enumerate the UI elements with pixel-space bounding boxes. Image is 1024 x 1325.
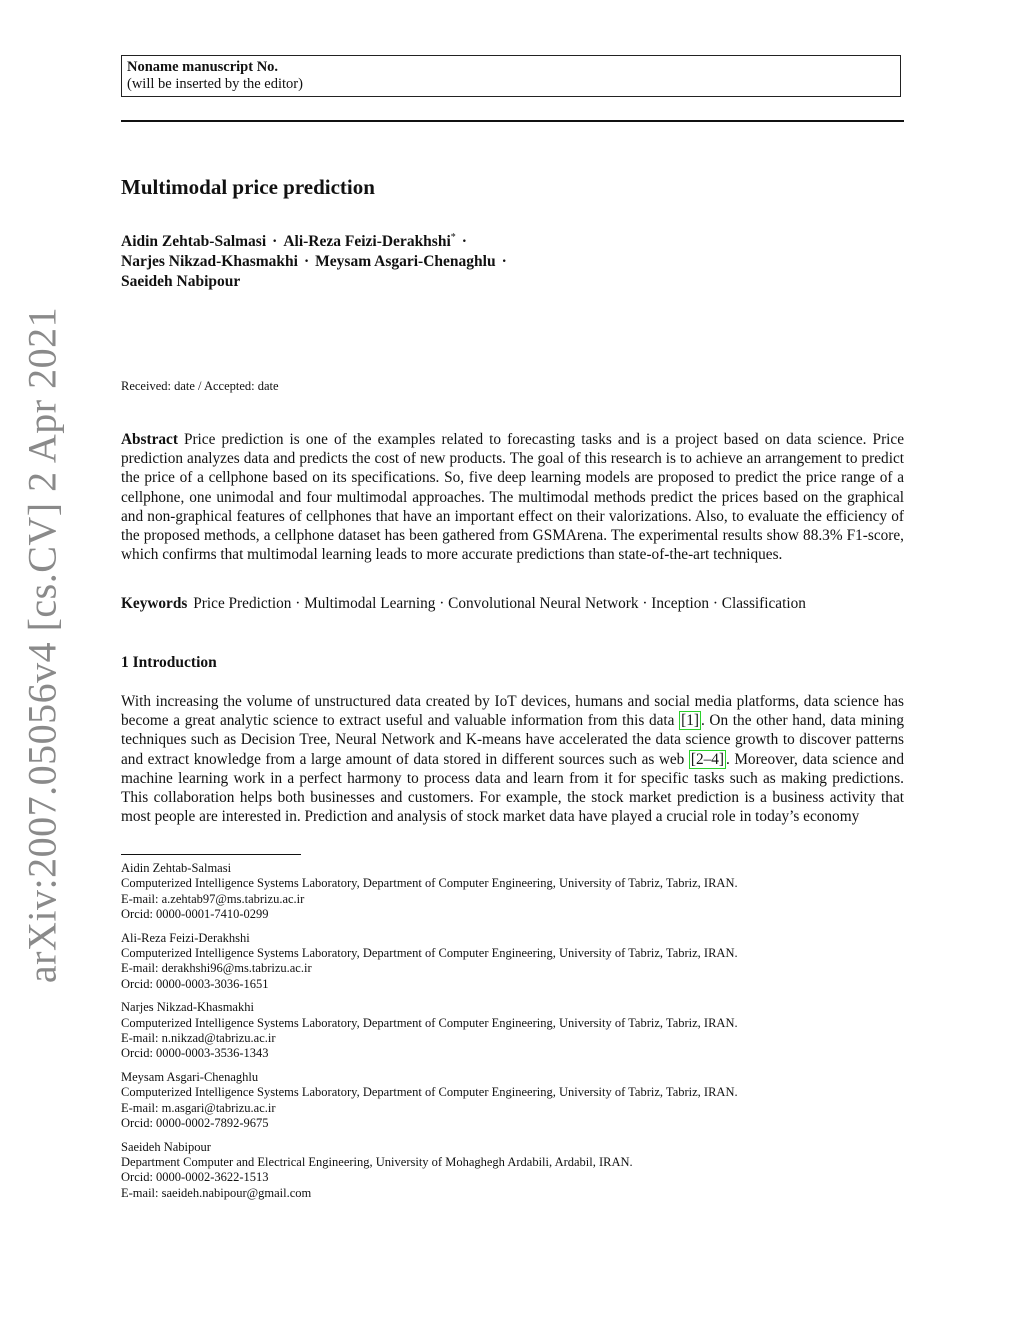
introduction-paragraph (121, 692, 904, 826)
affiliation-orcid: Orcid: 0000-0001-7410-0299 (121, 907, 269, 922)
author-name: Aidin Zehtab-Salmasi (121, 233, 267, 251)
affiliation-block (121, 1070, 904, 1132)
affiliation-institution: Computerized Intelligence Systems Laboratory, Department of Computer Engineering, University of Tabriz, Tabriz, IRAN. (121, 876, 738, 891)
keywords-text: Price Prediction · Multimodal Learning · Convolutional Neural Network · Inception · Classification (193, 595, 806, 612)
affiliation-orcid: Orcid: 0000-0003-3036-1651 (121, 976, 269, 991)
affiliation-block (121, 861, 904, 923)
footnote-rule (121, 854, 301, 855)
abstract-text: Price prediction is one of the examples related to forecasting tasks and is a project based on data science. Price prediction analyzes data and predicts the cost of new products. The goal of this research is to achieve an arrangement to predict the price of a cellphone based on its specifications. So, five deep learning models are proposed to predict the price range of a cellphone, one unimodal and four multimodal approaches. The multimodal methods predict the prices based on the graphical and non-graphical features of cellphones that have an important effect on their valorizations. Also, to evaluate the efficiency of the proposed methods, a cellphone dataset has been gathered from GSMArena. The experimental results show 88.3% F1-score, which confirms that multimodal learning leads to more accurate predictions than state-of-the-art techniques. (121, 431, 904, 564)
citation-link[interactable]: [2–4] (690, 750, 724, 768)
affiliation-institution: Computerized Intelligence Systems Laboratory, Department of Computer Engineering, University of Tabriz, Tabriz, IRAN. (121, 1085, 738, 1100)
author-line-1 (121, 228, 904, 252)
intro-text: . On the other hand, data mining techniques such as Decision Tree, Neural Network and K-means have accelerated the data science growth to discover patterns and extract knowledge from a large amount of data stored in different sources such as web (121, 712, 904, 768)
affiliation-email: E-mail: derakhshi96@ms.tabrizu.ac.ir (121, 961, 312, 976)
editor-note: (will be inserted by the editor) (127, 76, 303, 92)
section-heading-introduction: 1 Introduction (121, 654, 217, 671)
header-rule (121, 120, 904, 122)
affiliation-name: Aidin Zehtab-Salmasi (121, 861, 232, 875)
affiliation-orcid: Orcid: 0000-0002-3622-1513 (121, 1170, 269, 1185)
affiliation-name: Ali-Reza Feizi-Derakhshi (121, 930, 250, 945)
affiliation-email: E-mail: n.nikzad@tabrizu.ac.ir (121, 1031, 276, 1046)
arxiv-identifier[interactable]: arXiv:2007.05056v4 [cs.CV] 2 Apr 2021 (19, 306, 65, 984)
corresponding-author-mark: * (450, 232, 456, 243)
keywords-label: Keywords (121, 595, 188, 612)
affiliations (121, 861, 904, 1209)
keywords (121, 594, 904, 613)
affiliation-orcid: Orcid: 0000-0003-3536-1343 (121, 1046, 269, 1061)
abstract-label: Abstract (121, 431, 178, 448)
paper-title: Multimodal price prediction (121, 175, 375, 199)
affiliation-orcid: Orcid: 0000-0002-7892-9675 (121, 1116, 269, 1131)
affiliation-email: E-mail: m.asgari@tabrizu.ac.ir (121, 1100, 276, 1115)
affiliation-name: Narjes Nikzad-Khasmakhi (121, 1000, 254, 1015)
author-list (121, 228, 904, 292)
affiliation-institution: Computerized Intelligence Systems Laboratory, Department of Computer Engineering, University of Tabriz, Tabriz, IRAN. (121, 946, 738, 961)
intro-text: With increasing the volume of unstructured data created by IoT devices, humans and social media platforms, data science has become a great analytic science to extract useful and valuable information from this data (121, 693, 904, 730)
editor-box (121, 55, 901, 97)
affiliation-email: E-mail: saeideh.nabipour@gmail.com (121, 1185, 312, 1200)
author-line-3 (121, 272, 904, 292)
citation-link[interactable]: [1] (681, 712, 699, 730)
affiliation-institution: Computerized Intelligence Systems Laboratory, Department of Computer Engineering, University of Tabriz, Tabriz, IRAN. (121, 1015, 738, 1030)
author-separator: · (501, 253, 507, 271)
affiliation-email: E-mail: a.zehtab97@ms.tabrizu.ac.ir (121, 891, 305, 906)
affiliation-block (121, 1000, 904, 1062)
author-name: Saeideh Nabipour (121, 273, 241, 291)
affiliation-name: Saeideh Nabipour (121, 1139, 211, 1154)
author-name: Ali-Reza Feizi-Derakhshi (283, 233, 451, 251)
received-date: Received: date / Accepted: date (121, 379, 279, 393)
affiliation-block (121, 1140, 904, 1202)
author-separator: · (461, 233, 467, 251)
author-line-2 (121, 252, 904, 272)
affiliation-institution: Department Computer and Electrical Engineering, University of Mohaghegh Ardabili, Ardabil, IRAN. (121, 1154, 633, 1169)
affiliation-name: Meysam Asgari-Chenaghlu (121, 1069, 259, 1084)
author-name: Meysam Asgari-Chenaghlu (315, 253, 496, 271)
affiliation-block (121, 931, 904, 993)
abstract (121, 430, 904, 564)
author-separator: · (303, 253, 310, 271)
manuscript-number: Noname manuscript No. (127, 59, 279, 75)
author-name: Narjes Nikzad-Khasmakhi (121, 253, 298, 271)
intro-text: . Moreover, data science and machine learning work in a perfect harmony to process data and learn from it for specific tasks such as making predictions. This collaboration helps both businesses and customers. For example, the stock market prediction is a business activity that most people are interested in. Prediction and analysis of stock market data have played a crucial role in today’s economy (121, 750, 904, 826)
author-separator: · (272, 233, 278, 251)
